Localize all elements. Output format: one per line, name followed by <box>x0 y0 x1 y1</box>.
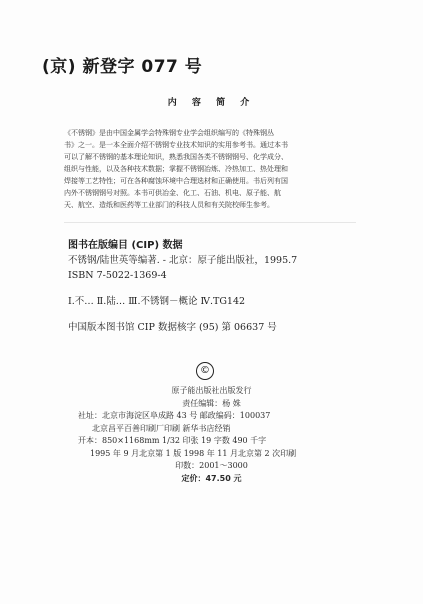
imprint-block <box>0 385 423 485</box>
summary-line: 书》之一。是一本全面介绍不锈钢专业技术知识的实用参考书。通过本书 <box>64 141 288 149</box>
summary-line: 组织与性能，以及各种技术数据；掌握不锈钢冶炼、冷热加工、热处理和 <box>64 165 288 173</box>
price-line: 定价：47.50 元 <box>181 473 242 483</box>
format-line: 开本：850×1168mm 1/32 印张 19 字数 490 千字 <box>78 436 267 445</box>
cip-isbn: ISBN 7-5022-1369-4 <box>68 270 167 281</box>
cip-record-number: 中国版本图书馆 CIP 数据核字 (95) 第 06637 号 <box>68 322 277 333</box>
publisher-line: 原子能出版社出版发行 <box>171 386 252 395</box>
summary-body <box>64 127 354 211</box>
cip-classification: Ⅰ.不… Ⅱ.陆… Ⅲ.不锈钢－概论 Ⅳ.TG142 <box>68 296 246 307</box>
summary-line: 天、航空、造纸和医药等工业部门的科技人员和有关院校师生参考。 <box>64 201 274 209</box>
summary-line: 内外不锈钢钢号对照。本书可供冶金、化工、石油、机电、原子能、航 <box>64 189 281 197</box>
address-line: 社址：北京市海淀区阜成路 43 号 邮政编码：100037 <box>78 411 271 420</box>
section-divider <box>64 222 356 223</box>
summary-line: 焊接等工艺特性；可在各种腐蚀环境中合理选材和正确使用。书后列有国 <box>64 177 288 185</box>
summary-line: 可以了解不锈钢的基本理论知识，熟悉我国各类不锈钢钢号、化学成分、 <box>64 153 288 161</box>
printer-line: 北京昌平百善印刷厂印刷 新华书店经销 <box>92 423 231 433</box>
registration-number: (京) 新登字 077 号 <box>42 57 203 77</box>
cip-heading: 图书在版编目 (CIP) 数据 <box>68 240 183 251</box>
summary-line: 《不锈钢》是由中国金属学会特殊钢专业学会组织编写的《特殊钢丛 <box>64 129 274 137</box>
editor-line: 责任编辑：杨 姝 <box>182 398 241 408</box>
edition-line: 1995 年 9 月北京第 1 版 1998 年 11 月北京第 2 次印刷 <box>90 448 297 458</box>
print-run-line: 印数：2001～3000 <box>175 461 248 470</box>
copyright-icon: © <box>196 362 214 380</box>
cip-bibliographic-line: 不锈钢/陆世英等编著. - 北京：原子能出版社，1995.7 <box>68 255 298 266</box>
cip-block <box>68 238 297 335</box>
summary-title: 内 容 简 介 <box>167 98 256 108</box>
